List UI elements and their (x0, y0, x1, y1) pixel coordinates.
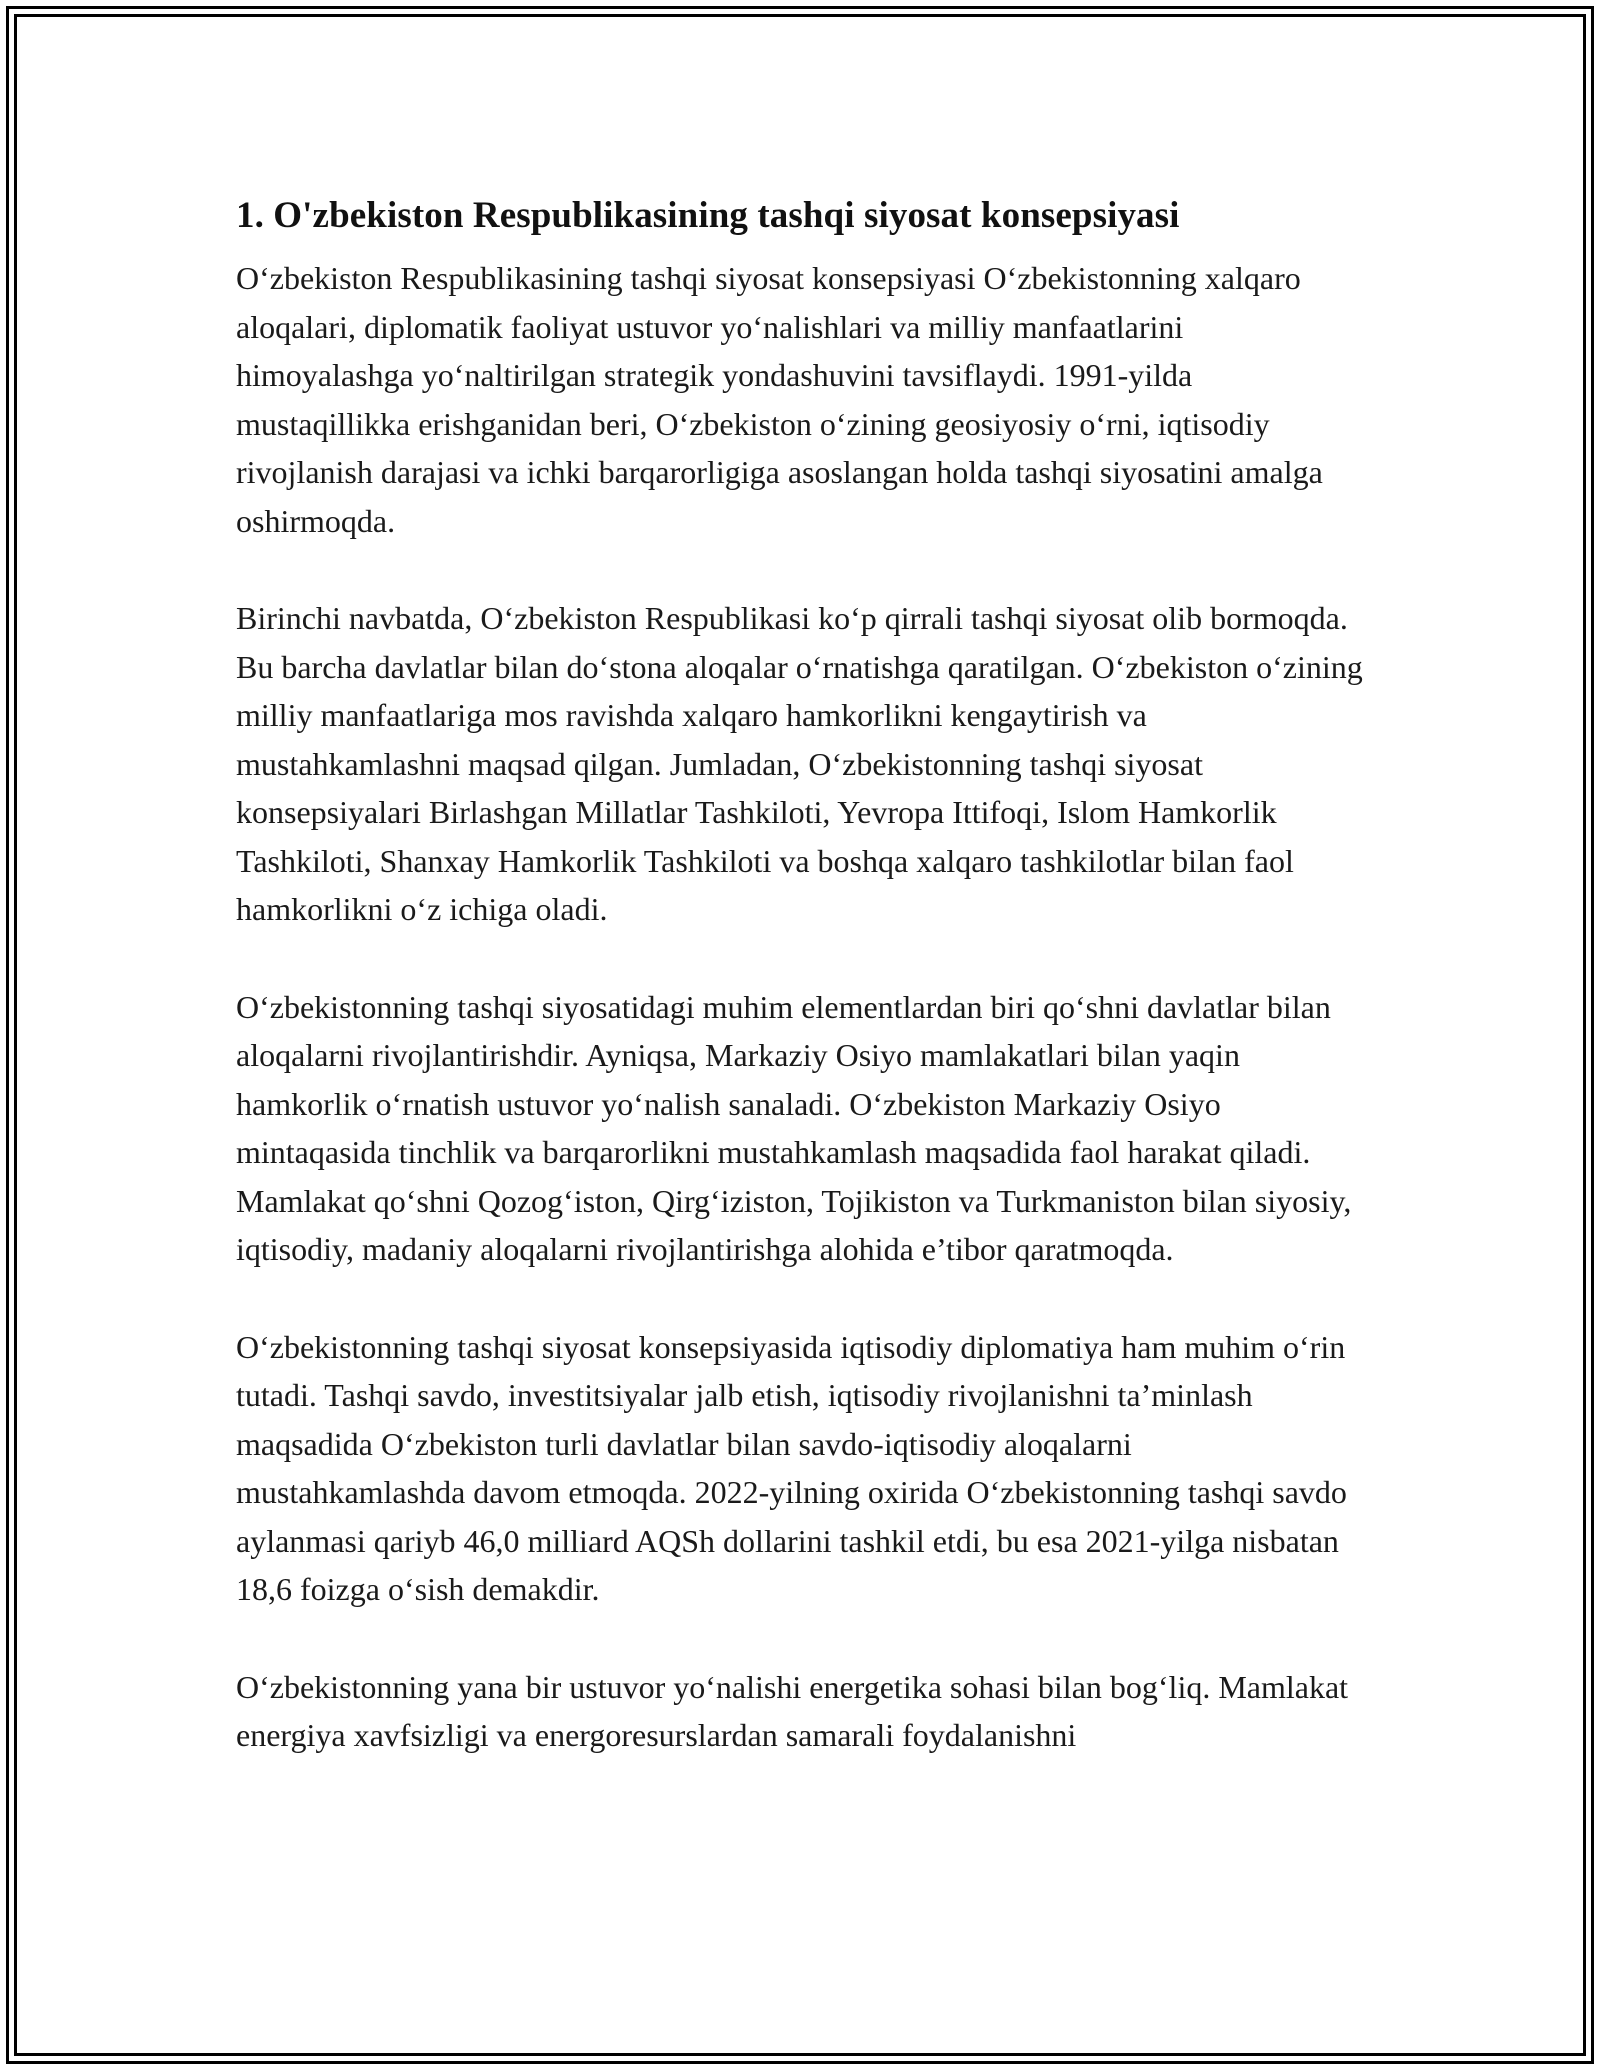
section-heading: 1. O'zbekiston Respublikasining tashqi siyosat konsepsiyasi (236, 195, 1180, 236)
paragraph-energy-priority: O‘zbekistonning yana bir ustuvor yo‘nalishi energetika sohasi bilan bog‘liq. Mamlakat energiya xavfsizligi va energoresurslardan samarali foydalanishni (236, 1668, 1349, 1753)
paragraph-intro: O‘zbekiston Respublikasining tashqi siyosat konsepsiyasi O‘zbekistonning xalqaro aloqalari, diplomatik faoliyat ustuvor yo‘nalishlari va milliy manfaatlarini himoyalashga yo‘naltirilgan strategik yondashuvini tavsiflaydi. 1991-yilda mustaqillikka erishganidan beri, O‘zbekiston o‘zining geosiyosiy o‘rni, iqtisodiy rivojlanish darajasi va ichki barqarorligiga asoslangan holda tashqi siyosatini amalga oshirmoqda. (236, 260, 1323, 539)
paragraph-neighbor-relations: O‘zbekistonning tashqi siyosatidagi muhim elementlardan biri qo‘shni davlatlar bilan aloqalarni rivojlantirishdir. Ayniqsa, Markaziy Osiyo mamlakatlari bilan yaqin hamkorlik o‘rnatish ustuvor yo‘nalish sanaladi. O‘zbekiston Markaziy Osiyo mintaqasida tinchlik va barqarorlikni mustahkamlash maqsadida faol harakat qiladi. Mamlakat qo‘shni Qozog‘iston, Qirg‘iziston, Tojikiston va Turkmaniston bilan siyosiy, iqtisodiy, madaniy aloqalarni rivojlantirishga alohida e’tibor qaratmoqda. (236, 988, 1352, 1267)
paragraph-economic-diplomacy: O‘zbekistonning tashqi siyosat konsepsiyasida iqtisodiy diplomatiya ham muhim o‘rin tutadi. Tashqi savdo, investitsiyalar jalb etish, iqtisodiy rivojlanishni ta’minlash maqsadida O‘zbekiston turli davlatlar bilan savdo-iqtisodiy aloqalarni mustahkamlashda davom etmoqda. 2022-yilning oxirida O‘zbekistonning tashqi savdo aylanmasi qariyb 46,0 milliard AQSh dollarini tashkil etdi, bu esa 2021-yilga nisbatan 18,6 foizga o‘sish demakdir. (236, 1328, 1347, 1607)
paragraph-multilateral-policy: Birinchi navbatda, O‘zbekiston Respublikasi ko‘p qirrali tashqi siyosat olib bormoqda. Bu barcha davlatlar bilan do‘stona aloqalar o‘rnatishga qaratilgan. O‘zbekiston o‘zining milliy manfaatlariga mos ravishda xalqaro hamkorlikni kengaytirish va mustahkamlashni maqsad qilgan. Jumladan, O‘zbekistonning tashqi siyosat konsepsiyalari Birlashgan Millatlar Tashkiloti, Yevropa Ittifoqi, Islom Hamkorlik Tashkiloti, Shanxay Hamkorlik Tashkiloti va boshqa xalqaro tashkilotlar bilan faol hamkorlikni o‘z ichiga oladi. (236, 600, 1363, 927)
document-page (236, 186, 1366, 1760)
